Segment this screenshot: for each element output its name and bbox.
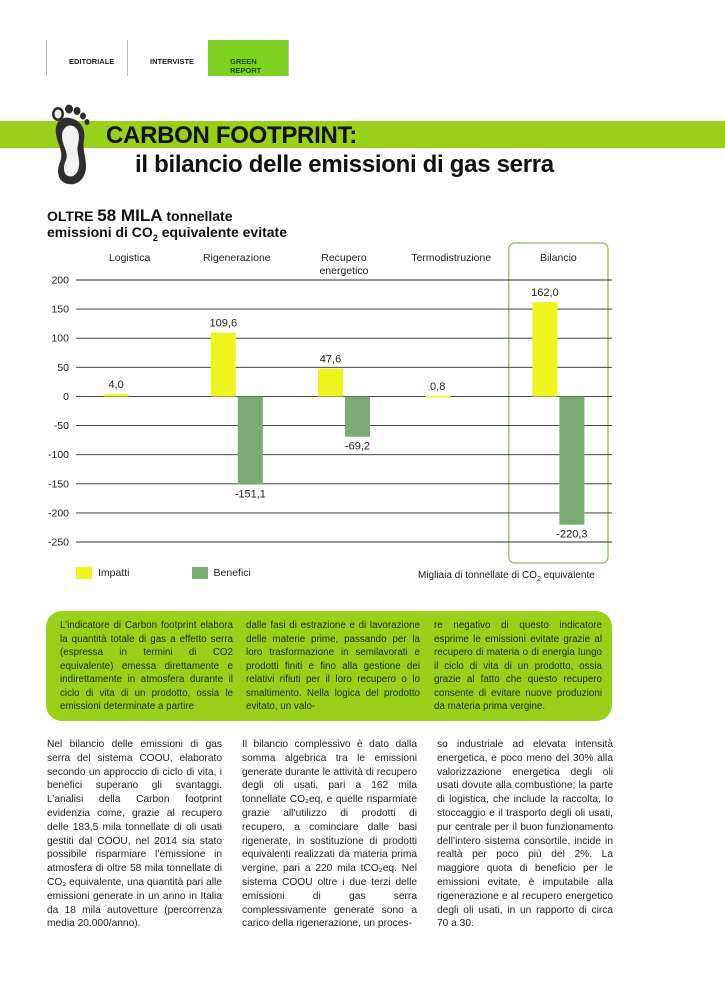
data-label: 47,6 (319, 353, 342, 366)
nav-tab-green-report[interactable]: GREEN REPORT (208, 40, 289, 76)
category-label: energetico (319, 265, 369, 277)
footprint-icon (42, 104, 102, 189)
category-label: Rigenerazione (202, 252, 271, 264)
unit-note-sub: 2 (536, 576, 541, 583)
unit-note-b: equivalente (540, 570, 595, 581)
headline-suffix: tonnellate (162, 208, 233, 224)
chart-headline (47, 206, 233, 226)
unit-note-a: Migliaia di tonnellate di CO (418, 570, 537, 581)
y-tick-label: 0 (63, 390, 69, 403)
category-label: Recupero (321, 252, 367, 264)
y-tick-label: -200 (47, 507, 69, 520)
headline-prefix: OLTRE (47, 208, 98, 224)
nav-tab-interviste[interactable]: INTERVISTE (127, 40, 208, 76)
page-title-line1: CARBON FOOTPRINT: (106, 122, 357, 149)
bar-impatti (211, 333, 236, 397)
legend-item-impatti (76, 567, 130, 579)
y-tick-label: 150 (51, 303, 69, 316)
bar-impatti (318, 369, 343, 397)
category-label: Termodistruzione (411, 252, 492, 264)
section-nav (46, 40, 290, 76)
legend-label-benefici: Benefici (213, 567, 251, 579)
body-col-2: Il bilancio complessivo è dato dalla somma algebrica tra le emissioni generate durante le attività di recupero degli oli usati, pari a 162 mila tonnellate CO₂eq, e quelle risparmiate grazie all’utilizzo di prodotti di recupero, a cominciare dalle basi rigenerate, in sostituzione di prodotti equivalenti realizzati da materia prima vergine, pari a 220 mila tCO₂eq. Nel sistema COOU oltre i due terzi delle emissioni di gas serra complessivamente generate sono a carico della rigenerazione, un proces- (242, 739, 417, 930)
definition-col-3: re negativo di questo indicatore esprime le emissioni evitate grazie al recupero di materia o di energia lungo il ciclo di vita di un prodotto, ossia grazie al fatto che questo recupero consente di evitare nuove produzioni da materia prima vergine. (434, 620, 602, 712)
y-tick-label: -150 (47, 478, 69, 491)
y-tick-label: 50 (57, 361, 69, 374)
subheadline-b: equivalente evitate (157, 224, 287, 240)
page-title-line2: il bilancio delle emissioni di gas serra (135, 151, 554, 178)
body-col-1: Nel bilancio delle emissioni di gas serra del sistema COOU, elaborato secondo un approccio di ciclo di vita, i benefici superano gli svantaggi. L’analisi della Carbon footprint evidenzia come, grazie al recupero delle 183,5 mila tonnellate di oli usati gestiti dal COOU, nel 2014 sia stato possibile risparmiare l’emissione in atmosfera di oltre 58 mila tonnellate di CO₂ equivalente, una quantità pari alle emissioni generate in un anno in Italia da 18 mila autovetture (percorrenza media 20.000/anno). (47, 739, 222, 930)
headline-highlight: 58 MILA (97, 206, 163, 225)
bar-impatti (425, 396, 450, 398)
data-label: 109,6 (209, 317, 238, 330)
y-tick-label: -250 (47, 536, 69, 549)
subheadline-a: emissioni di CO (47, 224, 153, 240)
data-label: 0,8 (430, 380, 446, 393)
emissions-bar-chart (40, 240, 620, 565)
definition-col-1: L’indicatore di Carbon footprint elabora la quantità totale di gas a effetto serra (espressa in termini di CO2 equivalente) emessa direttamente e indirettamente in atmosfera durante il ciclo di vita di un prodotto, ossia le emissioni determinate a partire (60, 620, 233, 712)
nav-tab-editoriale[interactable]: EDITORIALE (46, 40, 127, 76)
data-label: -220,3 (556, 528, 588, 541)
bar-benefici (238, 396, 263, 484)
definition-col-2: dalle fasi di estrazione e di lavorazione delle materie prime, passando per la loro trasformazione in semilavorati e prodotti finiti e fino alla gestione dei relativi rifiuti per il loro recupero o lo smaltimento. Nella logica del prodotto evitato, un valo- (246, 620, 420, 712)
data-label: 4,0 (108, 379, 124, 392)
body-col-3: so industriale ad elevata intensità energetica, e poco meno del 30% alla valorizzazione energetica degli oli usati dovute alla combustione; la parte di logistica, che include la raccolta, lo stoccaggio e il trasporto degli oli usati, pur centrale per il buon funzionamento dell’intero sistema consortile, incide in realtà per poco più del 2%. La maggiore quota di beneficio per le emissioni evitate, è imputabile alla rigenerazione e al recupero energetico degli oli usati, in un rapporto di circa 70 a 30. (437, 739, 613, 930)
legend-label-impatti: Impatti (98, 567, 130, 579)
chart-legend (76, 567, 251, 579)
bar-benefici (559, 396, 584, 524)
legend-swatch-impatti (76, 567, 92, 579)
subheadline-sub: 2 (152, 232, 158, 243)
bar-impatti (532, 302, 557, 396)
bar-impatti (104, 394, 129, 396)
data-label: -69,2 (344, 440, 371, 453)
category-label: Logistica (108, 252, 151, 264)
data-label: -151,1 (234, 488, 266, 501)
category-label: Bilancio (540, 252, 577, 264)
legend-swatch-benefici (192, 567, 208, 579)
y-tick-label: -100 (47, 449, 69, 462)
legend-item-benefici (192, 567, 251, 579)
y-tick-label: 200 (51, 274, 69, 287)
y-tick-label: 100 (51, 332, 69, 345)
chart-unit-note (418, 570, 595, 583)
data-label: 162,0 (531, 287, 559, 300)
bar-benefici (345, 396, 370, 436)
y-tick-label: -50 (53, 420, 69, 433)
